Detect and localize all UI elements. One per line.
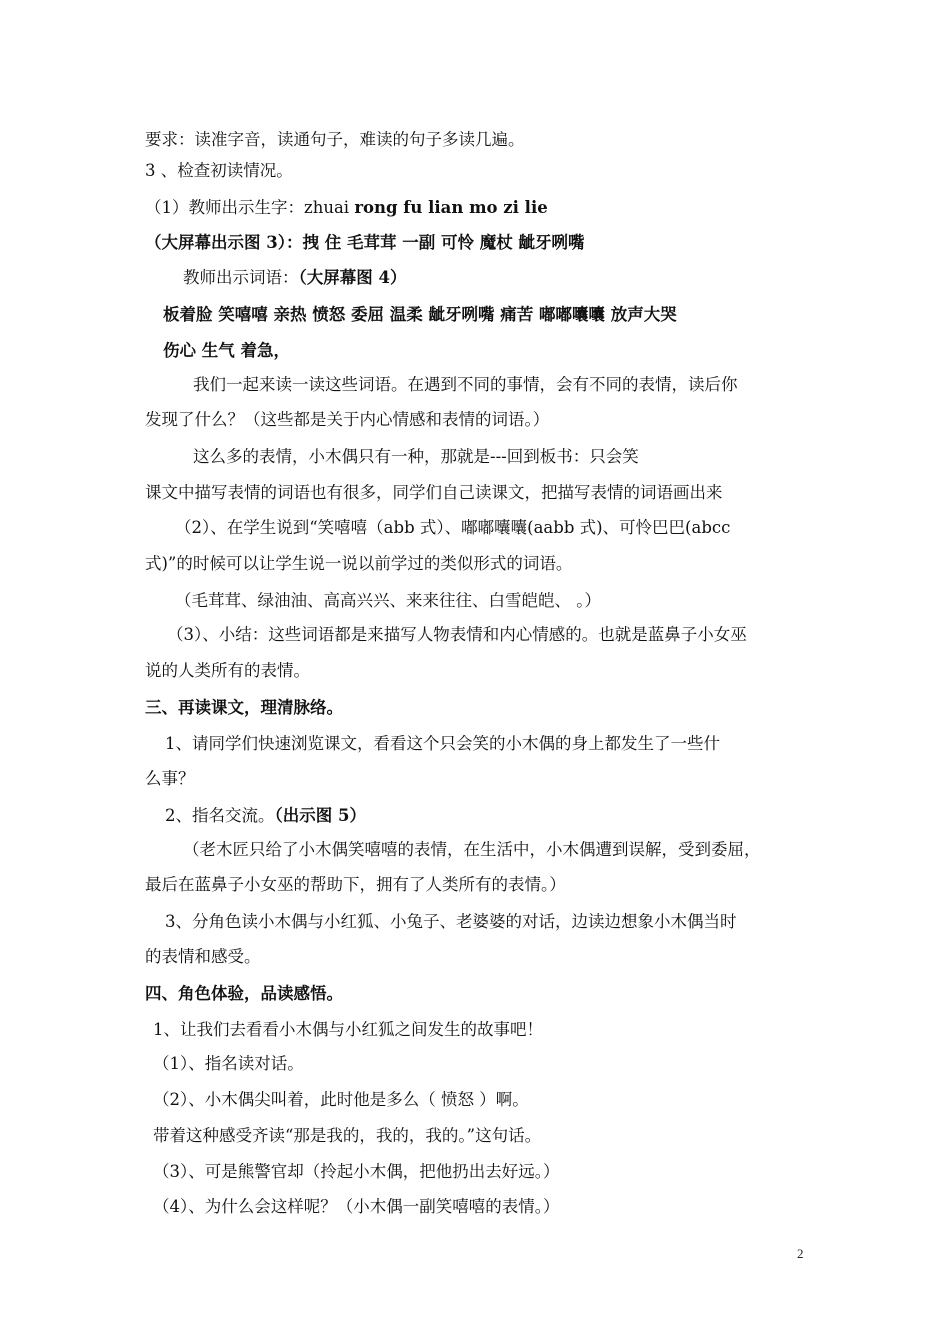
page-number: 2 [797,1246,804,1261]
text-line: 的表情和感受。 [145,947,261,966]
text-line: 最后在蓝鼻子小女巫的帮助下，拥有了人类所有的表情。） [145,875,566,894]
text-line: 四、角色体验，品读感悟。 [145,984,343,1003]
text-line: （2）、在学生说到“笑嘻嘻（abb 式）、嘟嘟囔囔(aabb 式)、可怜巴巴(abcc [175,518,731,537]
text-line: （大屏幕出示图 3）：拽 住 毛茸茸 一副 可怜 魔杖 龇牙咧嘴 [145,233,585,252]
text-line: 这么多的表情，小木偶只有一种，那就是---回到板书：只会笑 [193,447,639,466]
text-line: 三、再读课文，理清脉络。 [145,698,343,717]
text-segment: （大屏幕图 4） [298,268,407,287]
text-segment: 教师出示词语： [183,268,299,287]
text-line: （1）、指名读对话。 [153,1054,304,1073]
text-line: 我们一起来读一读这些词语。在遇到不同的事情，会有不同的表情，读后你 [193,375,738,394]
text-line: （老木匠只给了小木偶笑嘻嘻的表情，在生活中，小木偶遭到误解，受到委屈， [183,840,761,859]
text-line: 式)”的时候可以让学生说一说以前学过的类似形式的词语。 [145,554,573,573]
text-line: 带着这种感受齐读“那是我的，我的，我的。”这句话。 [153,1126,542,1145]
text-line: （4）、为什么会这样呢？（小木偶一副笑嘻嘻的表情。） [153,1197,560,1216]
text-line: （毛茸茸、绿油油、高高兴兴、来来往往、白雪皑皑、 。） [175,591,601,610]
text-line: （2）、小木偶尖叫着，此时他是多么（ 愤怒 ）啊。 [153,1090,529,1109]
text-line: 说的人类所有的表情。 [145,661,310,680]
text-line: 么事？ [145,769,195,788]
text-line [165,805,840,827]
text-line: 板着脸 笑嘻嘻 亲热 愤怒 委屈 温柔 龇牙咧嘴 痛苦 嘟嘟囔囔 放声大哭 [163,305,677,324]
text-segment: rong fu lian mo zi lie [354,198,548,217]
text-line: 1、让我们去看看小木偶与小红狐之间发生的故事吧！ [153,1020,543,1039]
text-segment: 2、指名交流。 [165,806,275,825]
text-line [183,267,840,289]
text-line: 3、分角色读小木偶与小红狐、小兔子、老婆婆的对话，边读边想象小木偶当时 [165,912,737,931]
text-line: 要求：读准字音，读通句子，难读的句子多读几遍。 [145,130,525,149]
text-line: 课文中描写表情的词语也有很多，同学们自己读课文，把描写表情的词语画出来 [145,483,723,502]
text-line: 发现了什么？（这些都是关于内心情感和表情的词语。） [145,410,550,429]
text-line: （3）、小结：这些词语都是来描写人物表情和内心情感的。也就是蓝鼻子小女巫 [167,625,747,644]
text-line: 1、请同学们快速浏览课文，看看这个只会笑的小木偶的身上都发生了一些什 [165,734,720,753]
text-line: 伤心 生气 着急， [163,341,290,360]
text-segment: （出示图 5） [274,806,366,825]
text-line: 3 、检查初读情况。 [145,161,293,180]
text-line [145,197,840,219]
text-line: （3）、可是熊警官却（拎起小木偶，把他扔出去好远。） [153,1162,560,1181]
text-segment: （1）教师出示生字：zhuai [145,198,355,217]
